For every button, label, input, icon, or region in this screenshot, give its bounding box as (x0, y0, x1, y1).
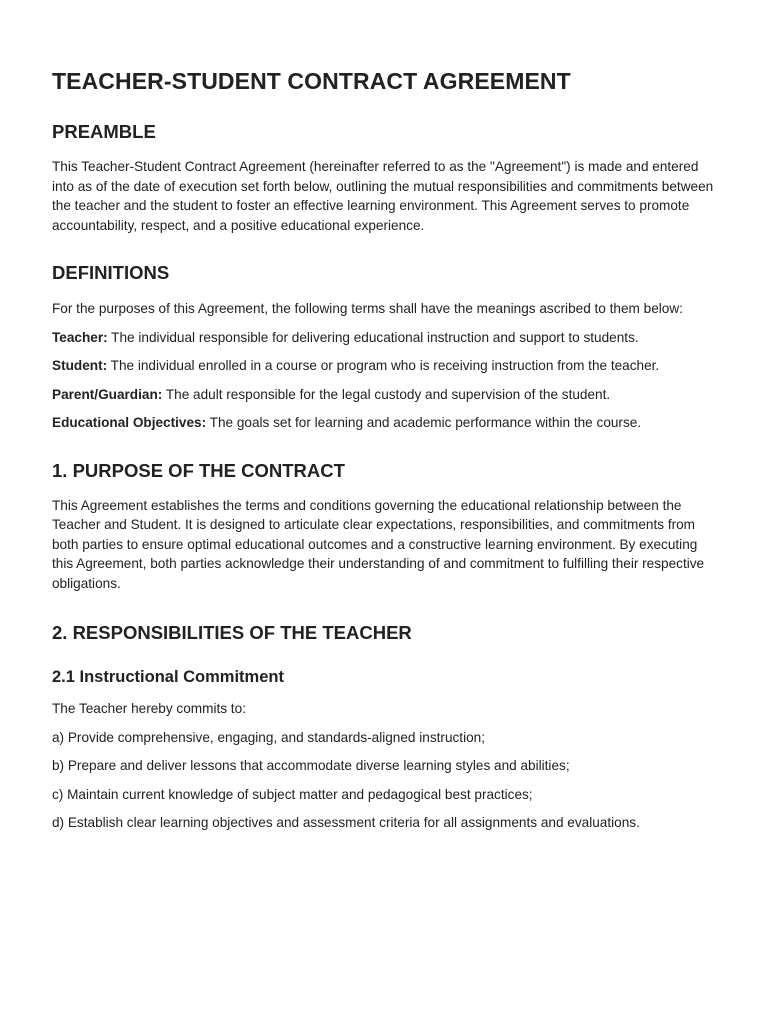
commitment-item: a) Provide comprehensive, engaging, and standards-aligned instruction; (52, 729, 485, 745)
definition-text: The goals set for learning and academic performance within the course. (206, 415, 642, 430)
definition-term: Parent/Guardian: (52, 386, 163, 402)
definition-item (52, 356, 718, 376)
definitions-intro: For the purposes of this Agreement, the following terms shall have the meanings ascribed to them below: (52, 301, 683, 316)
purpose-text: This Agreement establishes the terms and conditions governing the educational relationship between the Teacher and Student. It is designed to articulate clear expectations, responsibilities, and commitments from both parties to ensure optimal educational outcomes and a constructive learning environment. By executing this Agreement, both parties acknowledge their understanding of and commitment to fulfilling their respective obligations. (52, 497, 705, 591)
definition-term: Student: (52, 358, 108, 373)
definition-item (52, 413, 718, 433)
teacher-responsibilities-section (52, 622, 718, 833)
commitment-item: b) Prepare and deliver lessons that accommodate diverse learning styles and abilities; (52, 758, 570, 773)
purpose-section (52, 460, 718, 594)
definition-text: The individual enrolled in a course or program who is receiving instruction from the teacher. (107, 358, 660, 373)
purpose-heading: 1. PURPOSE OF THE CONTRACT (52, 459, 345, 481)
commitment-intro: The Teacher hereby commits to: (52, 701, 246, 716)
preamble-heading: PREAMBLE (52, 121, 156, 142)
definition-text: The individual responsible for delivering educational instruction and support to students. (107, 329, 639, 345)
definition-term: Educational Objectives: (52, 415, 207, 430)
document-title: TEACHER-STUDENT CONTRACT AGREEMENT (52, 68, 571, 94)
teacher-responsibilities-heading: 2. RESPONSIBILITIES OF THE TEACHER (52, 622, 412, 643)
preamble-section (52, 121, 718, 235)
definition-term: Teacher: (52, 329, 108, 345)
commitment-item: c) Maintain current knowledge of subject matter and pedagogical best practices; (52, 786, 533, 802)
definition-item (52, 385, 718, 405)
instructional-commitment-heading: 2.1 Instructional Commitment (52, 668, 284, 686)
definition-text: The adult responsible for the legal custody and supervision of the student. (162, 386, 611, 402)
preamble-text: This Teacher-Student Contract Agreement (hereinafter referred to as the "Agreement") is made and entered into as of the date of execution set forth below, outlining the mutual responsibilities and commitments between the teacher and the student to foster an effective learning environment. This Agreement serves to promote accountability, respect, and a positive educational experience. (52, 159, 714, 233)
definition-item (52, 328, 718, 348)
commitment-item: d) Establish clear learning objectives and assessment criteria for all assignments and evaluations. (52, 815, 640, 830)
definitions-section (52, 262, 718, 433)
definitions-heading: DEFINITIONS (52, 262, 170, 283)
